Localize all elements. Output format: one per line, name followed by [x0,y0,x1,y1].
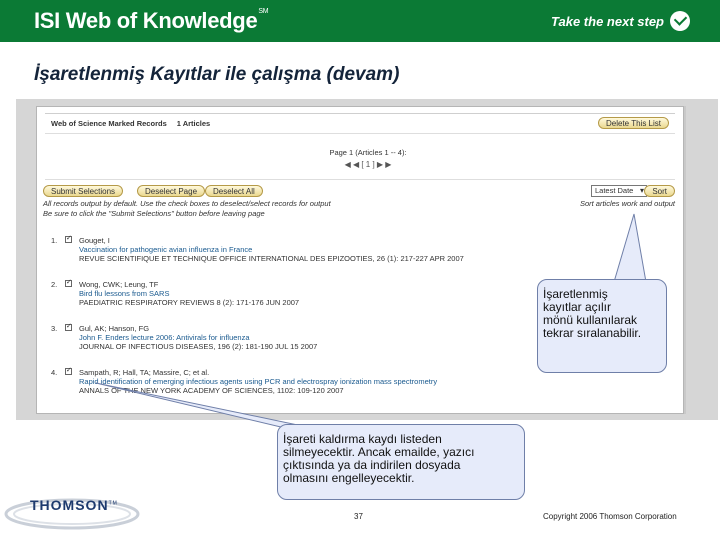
record-source: ANNALS OF THE NEW YORK ACADEMY OF SCIENCES, 1102: 109-120 2007 [79,386,344,395]
tagline: Take the next step [551,14,664,29]
bottom-callout-pointer [96,383,312,428]
thomson-logo-text: THOMSON [30,497,109,513]
records-header-title: Web of Science Marked Records [51,119,167,128]
sort-note: Sort articles work and output [579,199,675,208]
record-title-link[interactable]: John F. Enders lecture 2006: Antivirals for influenza [79,333,250,342]
slide-title: İşaretlenmiş Kayıtlar ile çalışma (devam) [34,64,400,85]
callout-line: tekrar sıralanabilir. [543,326,642,340]
submit-selections-button[interactable]: Submit Selections [43,185,123,197]
callout-line: çıktısında ya da indirilen dosyada [283,458,461,472]
right-callout-pointer [614,214,646,282]
records-count: 1 Articles [176,119,211,128]
record-number: 2. [51,280,58,289]
thomson-logo-mark: TM [108,500,118,507]
submit-note: Be sure to click the "Submit Selections" button before leaving page [43,209,265,218]
sort-callout [537,279,667,373]
page-navigation[interactable]: ◀ ◀ [ 1 ] ▶ ▶ [344,160,392,169]
deselect-page-button[interactable]: Deselect Page [137,185,205,197]
record-authors: Wong, CWK; Leung, TF [79,280,159,289]
delete-list-button[interactable]: Delete This List [598,117,669,129]
record-title-link[interactable]: Bird flu lessons from SARS [79,289,170,298]
page-info: Page 1 (Articles 1 -- 4): [329,148,407,157]
thomson-swoosh-icon [0,488,150,540]
record-source: REVUE SCIENTIFIQUE ET TECHNIQUE OFFICE INTERNATIONAL DES EPIZOOTIES, 26 (1): 217-227 APR 2007 [79,254,464,263]
page-number: 37 [354,512,363,521]
sort-button[interactable]: Sort [644,185,675,197]
record-source: PAEDIATRIC RESPIRATORY REVIEWS 8 (2): 171-176 JUN 2007 [79,298,300,307]
copyright: Copyright 2006 Thomson Corporation [543,512,677,521]
record-authors: Gul, AK; Hanson, FG [79,324,150,333]
record-source: JOURNAL OF INFECTIOUS DISEASES, 196 (2): 181-190 JUL 15 2007 [79,342,318,351]
callout-line: kayıtlar açılır [543,300,612,314]
deselect-callout [277,424,525,500]
sort-select[interactable]: Latest Date ▾ [591,185,647,197]
callout-line: İşareti kaldırma kaydı listeden [283,432,442,446]
deselect-all-button[interactable]: Deselect All [205,185,263,197]
thomson-logo [30,497,118,513]
record-authors: Sampath, R; Hall, TA; Massire, C; et al. [79,368,210,377]
callout-line: mönü kullanılarak [543,313,638,327]
record-number: 1. [51,236,58,245]
logo-mark: SM [258,8,269,15]
record-number: 4. [51,368,58,377]
record-title-link[interactable]: Vaccination for pathogenic avian influenza in France [79,245,253,254]
record-authors: Gouget, I [79,236,110,245]
callout-line: silmeyecektir. Ancak emailde, yazıcı [283,445,475,459]
record-title-link[interactable]: Rapid identification of emerging infectious agents using PCR and electrospray ionization mass spectrometry [79,377,438,386]
callout-line: İşaretlenmiş [543,287,608,301]
record-number: 3. [51,324,58,333]
logo-text: ISI Web of Knowledge [34,8,258,33]
callout-line: olmasını engelleyecektir. [283,471,415,485]
output-note: All records output by default. Use the check boxes to deselect/select records for output [43,199,331,208]
